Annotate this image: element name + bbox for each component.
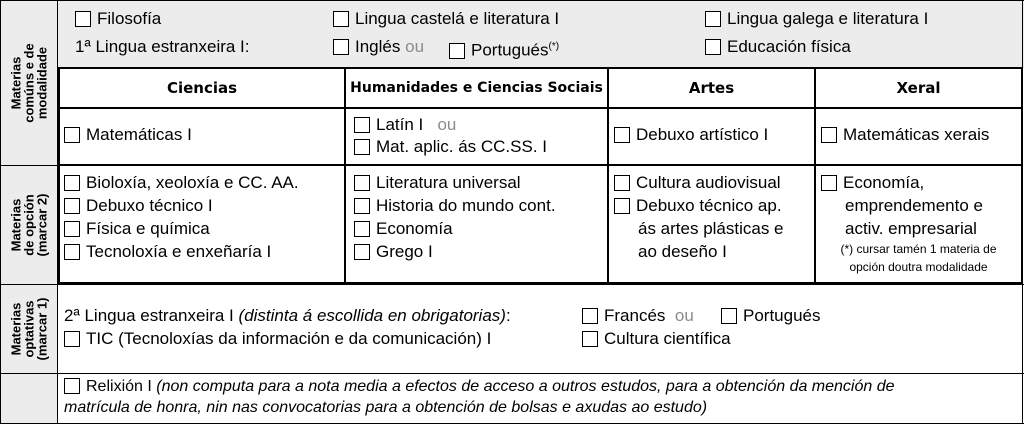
checkbox[interactable] xyxy=(64,331,80,347)
subject-label: Economía xyxy=(376,219,453,238)
subject-educacion-fisica[interactable] xyxy=(705,37,851,57)
relixion-note-line1: (non computa para a nota media a efectos de acceso a outros estudos, para a obtención da mención de xyxy=(156,378,895,395)
subject-label: Latín I xyxy=(376,115,424,134)
subject-cultura-cientifica[interactable] xyxy=(582,329,731,349)
subject-label: Cultura científica xyxy=(604,329,731,348)
row-label-comuns xyxy=(0,0,58,165)
subject-label: TIC (Tecnoloxías da información e da comunicación) I xyxy=(86,329,492,348)
modality-core-row xyxy=(60,164,1021,166)
row-label-opcion xyxy=(0,165,58,284)
col-divider-1 xyxy=(344,69,346,284)
subject-lingua-castela[interactable] xyxy=(333,9,559,29)
segunda-lingua-text: 2ª Lingua estranxeira I xyxy=(64,306,234,325)
subject-ingles[interactable] xyxy=(333,37,424,57)
subject-option-ciencias-1[interactable] xyxy=(64,173,299,193)
divider-optativas xyxy=(0,284,1024,285)
checkbox[interactable] xyxy=(614,198,630,214)
subject-relixion[interactable] xyxy=(64,377,895,397)
checkbox[interactable] xyxy=(821,127,837,143)
subject-option-humanidades-3[interactable] xyxy=(354,219,453,239)
divider-comuns-opcion xyxy=(0,165,60,166)
outer-top xyxy=(0,0,1024,1)
subject-portugues-optativa[interactable] xyxy=(721,306,821,326)
checkbox[interactable] xyxy=(64,198,80,214)
subject-label: Portugués xyxy=(743,306,821,325)
subject-label: Bioloxía, xeoloxía e CC. AA. xyxy=(86,173,299,192)
primeira-lingua-label: 1ª Lingua estranxeira I: xyxy=(75,37,250,56)
row-label-relixion xyxy=(0,373,58,424)
xeral-footnote-line1: (*) cursar tamén 1 materia de xyxy=(840,242,997,256)
subject-option-humanidades-2[interactable] xyxy=(354,196,556,216)
subject-option-humanidades-1[interactable] xyxy=(354,173,521,193)
relixion-note-line2: matrícula de honra, nin nas convocatorias para a obtención de bolsas e axudas ao estudo) xyxy=(64,399,708,416)
checkbox[interactable] xyxy=(333,11,349,27)
checkbox[interactable] xyxy=(64,221,80,237)
subject-debuxo-artistico[interactable] xyxy=(614,125,768,145)
subject-label: Filosofía xyxy=(97,9,162,28)
outer-left xyxy=(0,0,1,424)
row-label-comuns-text: Materias comúns e de modalidade xyxy=(8,42,50,123)
checkbox[interactable] xyxy=(64,175,80,191)
subject-matematicas-xerais[interactable] xyxy=(821,125,989,145)
or-text: ou xyxy=(437,115,457,134)
row-label-optativas xyxy=(0,284,58,373)
subject-frances[interactable] xyxy=(582,306,694,326)
subject-option-xeral-1-line3: activ. empresarial xyxy=(845,219,977,238)
subject-label: Física e química xyxy=(86,219,210,238)
subject-label: Cultura audiovisual xyxy=(636,173,781,192)
subject-label: Lingua castelá e literatura I xyxy=(355,9,560,28)
checkbox[interactable] xyxy=(354,244,370,260)
subject-tic[interactable] xyxy=(64,329,491,349)
subject-label: Lingua galega e literatura I xyxy=(727,9,929,28)
or-text: ou xyxy=(405,37,425,56)
checkbox[interactable] xyxy=(354,117,370,133)
subject-option-humanidades-4[interactable] xyxy=(354,242,433,262)
header-xeral: Xeral xyxy=(896,79,941,97)
checkbox[interactable] xyxy=(582,308,598,324)
checkbox[interactable] xyxy=(333,39,349,55)
checkbox[interactable] xyxy=(614,127,630,143)
row-label-optativas-text: Materias optativas (marcar 1) xyxy=(8,297,50,360)
subject-label: Matemáticas xerais xyxy=(843,125,990,144)
checkbox[interactable] xyxy=(705,11,721,27)
subject-option-xeral-1-line2: emprendemento e xyxy=(845,196,983,215)
segunda-lingua-note: (distinta á escollida en obrigatorias) xyxy=(238,306,506,325)
row-label-opcion-text: Materias de opción (marcar 2) xyxy=(8,193,50,256)
subject-label: Economía, xyxy=(843,173,925,192)
subject-label: Debuxo técnico I xyxy=(86,196,213,215)
col-divider-2 xyxy=(607,69,609,284)
subject-label: Mat. aplic. ás CC.SS. I xyxy=(376,137,547,156)
checkbox[interactable] xyxy=(354,198,370,214)
checkbox[interactable] xyxy=(449,43,465,59)
checkbox[interactable] xyxy=(705,39,721,55)
subject-option-artes-2-line3: ao deseño I xyxy=(638,242,727,261)
subject-label: Grego I xyxy=(376,242,433,261)
subject-label: Portugués xyxy=(471,40,549,60)
checkbox[interactable] xyxy=(354,139,370,155)
colon: : xyxy=(505,306,511,325)
subject-latin-i[interactable] xyxy=(354,115,456,135)
checkbox[interactable] xyxy=(354,221,370,237)
subject-portugues[interactable] xyxy=(449,37,559,61)
xeral-footnote-line2: opción doutra modalidade xyxy=(849,260,988,274)
subject-matematicas-i[interactable] xyxy=(64,125,192,145)
subject-option-ciencias-2[interactable] xyxy=(64,196,213,216)
header-ciencias: Ciencias xyxy=(166,79,238,97)
checkbox[interactable] xyxy=(64,378,80,394)
subject-option-artes-2-line2: ás artes plásticas e xyxy=(638,219,784,238)
subject-mat-aplic[interactable] xyxy=(354,137,547,157)
segunda-lingua-label xyxy=(64,306,511,326)
subject-lingua-galega[interactable] xyxy=(705,9,928,29)
checkbox[interactable] xyxy=(821,175,837,191)
checkbox[interactable] xyxy=(75,11,91,27)
subject-label: Inglés xyxy=(355,37,401,56)
subject-label: Debuxo técnico ap. xyxy=(636,196,782,215)
checkbox[interactable] xyxy=(582,331,598,347)
subject-option-ciencias-3[interactable] xyxy=(64,219,210,239)
subject-label: Tecnoloxía e enxeñaría I xyxy=(86,242,272,261)
checkbox[interactable] xyxy=(721,308,737,324)
header-humanidades: Humanidades e Ciencias Sociais xyxy=(350,80,603,96)
subject-option-artes-1[interactable] xyxy=(614,173,781,193)
subject-label: Matemáticas I xyxy=(86,125,192,144)
subject-label: Historia do mundo cont. xyxy=(376,196,556,215)
or-text: ou xyxy=(674,306,694,325)
subject-option-xeral-1[interactable] xyxy=(821,173,924,193)
subject-label: Debuxo artístico I xyxy=(636,125,769,144)
footnote-mark: (*) xyxy=(548,41,560,52)
subject-label: Francés xyxy=(604,306,666,325)
header-artes: Artes xyxy=(688,79,735,97)
subject-option-ciencias-4[interactable] xyxy=(64,242,271,262)
divider-relixion xyxy=(0,373,1024,374)
checkbox[interactable] xyxy=(614,175,630,191)
subject-label: Literatura universal xyxy=(376,173,521,192)
checkbox[interactable] xyxy=(354,175,370,191)
subject-filosofia[interactable] xyxy=(75,9,161,29)
subject-label: Relixión I xyxy=(86,378,152,395)
subject-option-artes-2[interactable] xyxy=(614,196,782,216)
checkbox[interactable] xyxy=(64,127,80,143)
checkbox[interactable] xyxy=(64,244,80,260)
subject-label: Educación física xyxy=(727,37,851,56)
